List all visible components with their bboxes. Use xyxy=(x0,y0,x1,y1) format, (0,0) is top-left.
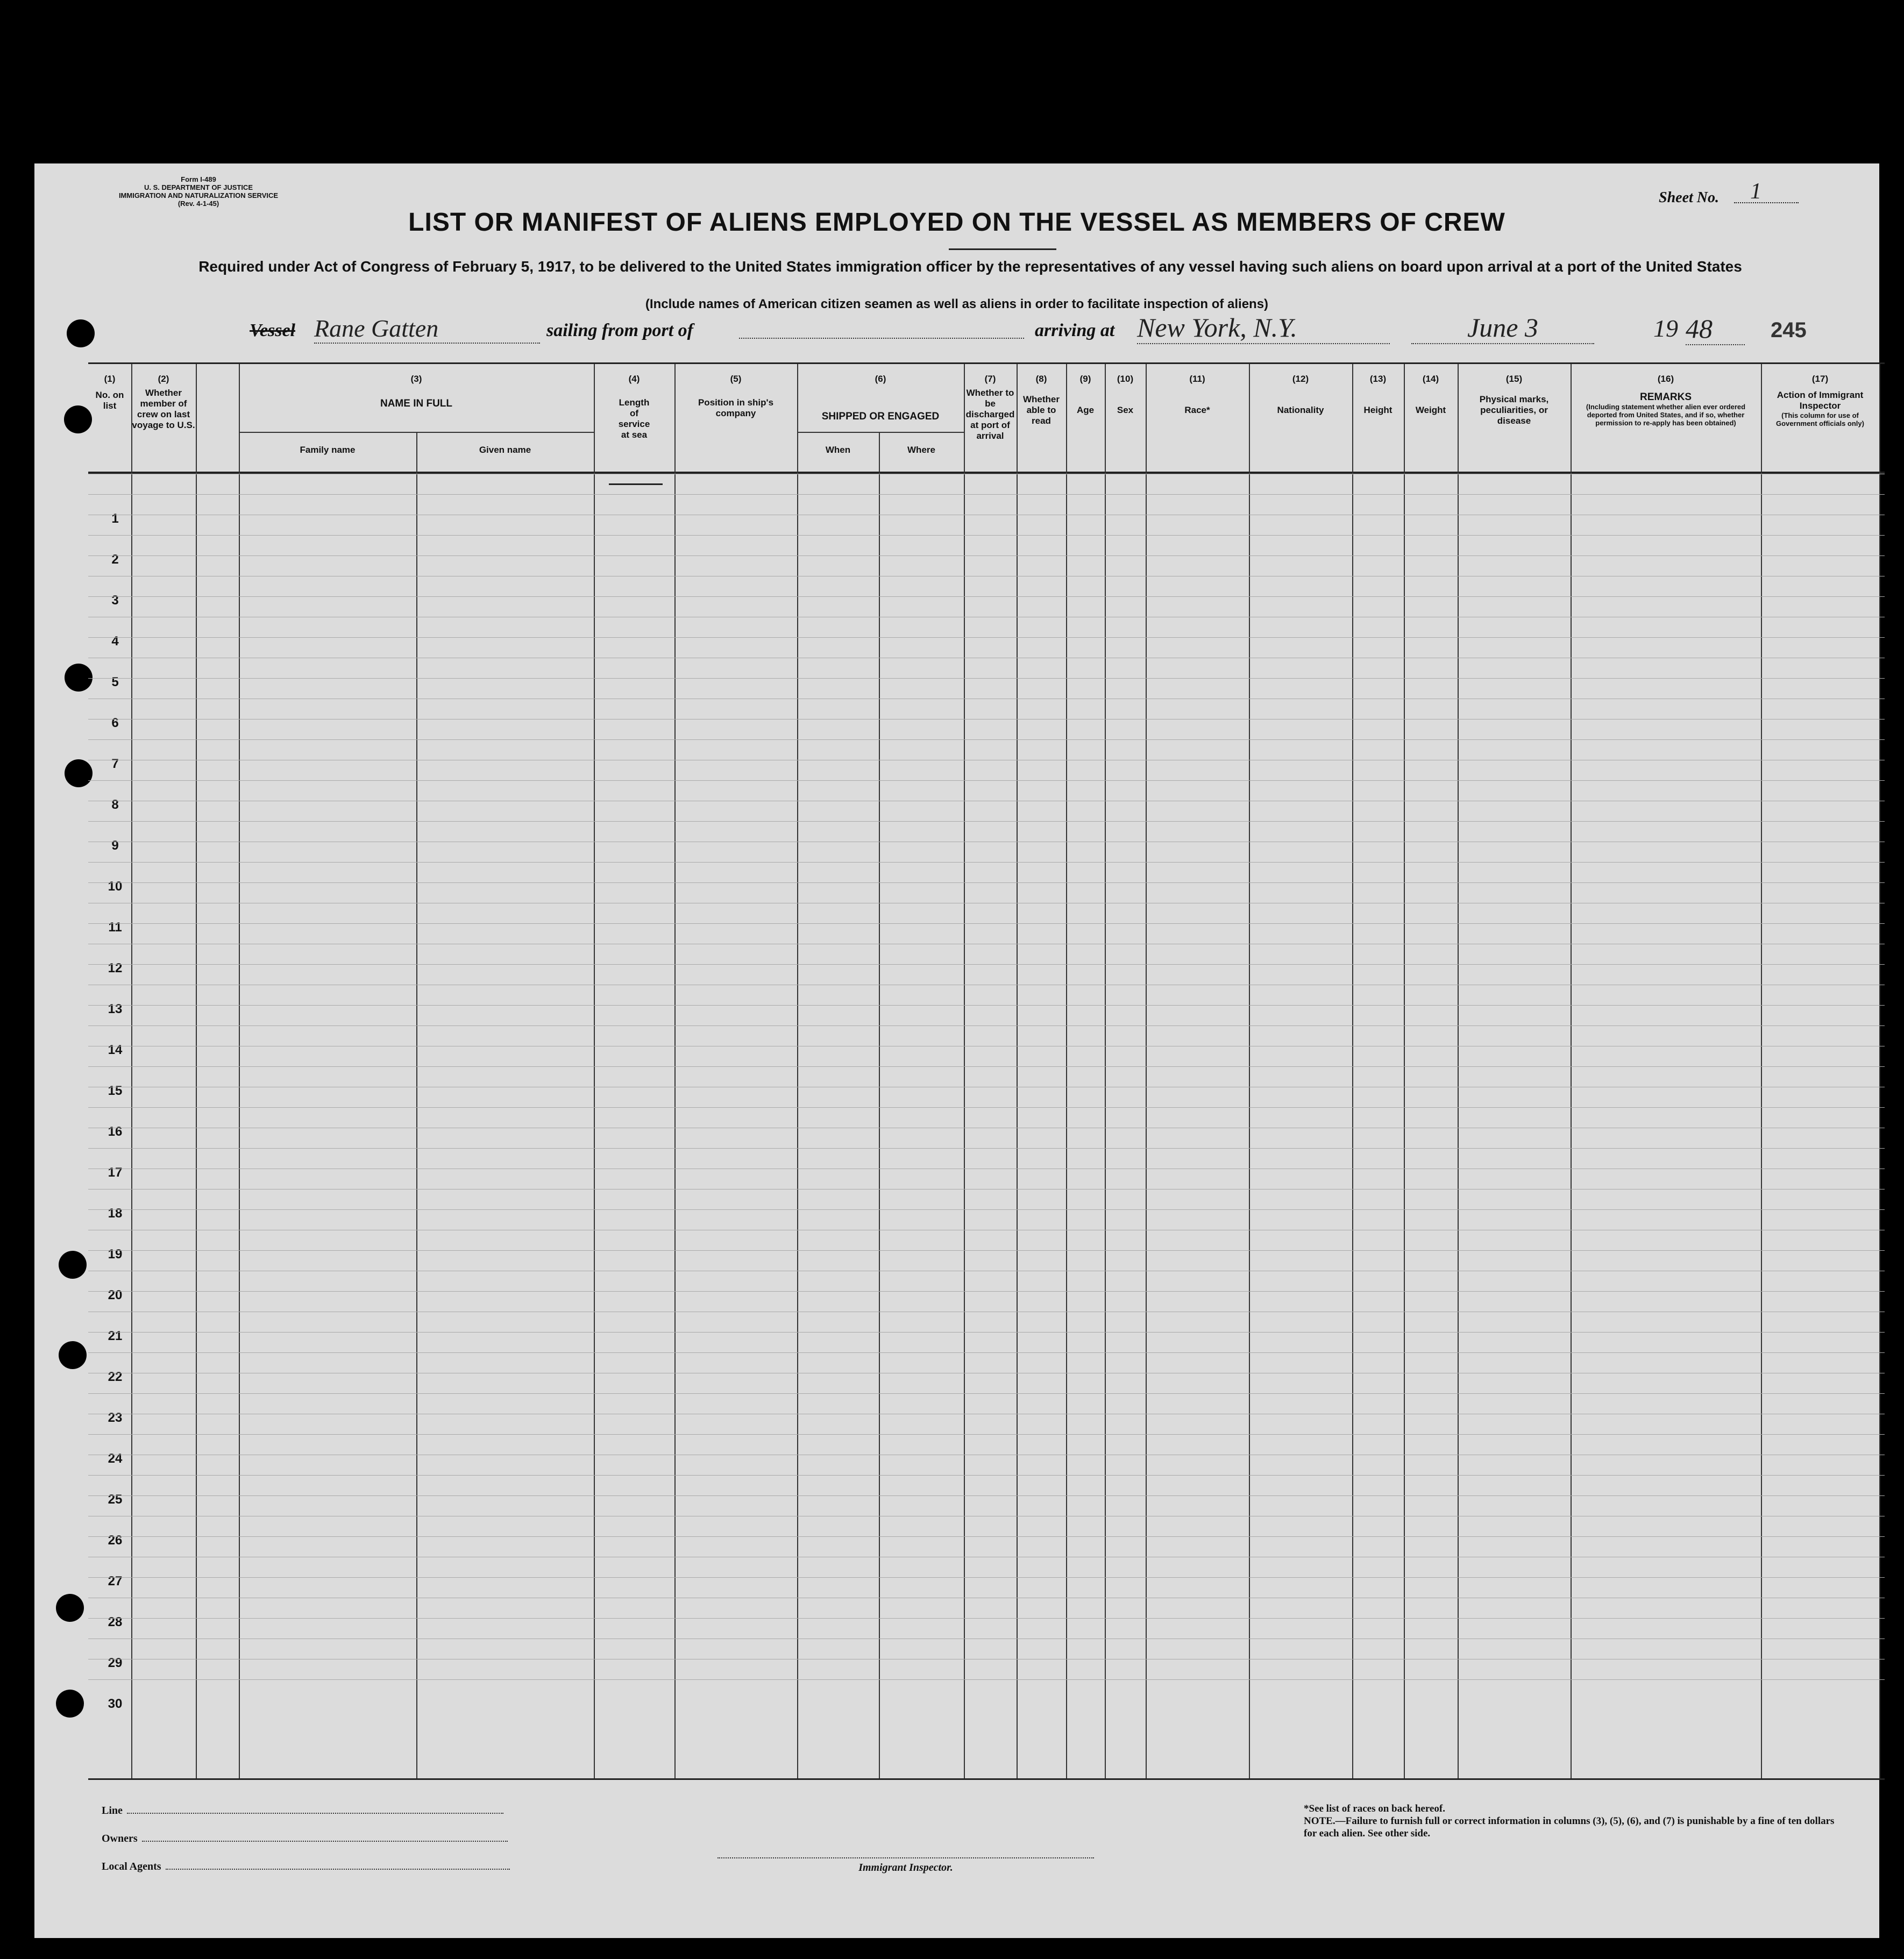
col-4-header: (4) Length of service at sea xyxy=(618,374,650,440)
row-rule xyxy=(88,1209,1885,1210)
col-2-header: (2) Whether member of crew on last voyage to U.S. xyxy=(132,374,195,430)
punch-hole xyxy=(56,1690,84,1718)
row-number: 27 xyxy=(108,1574,123,1588)
col-12-header: (12) Nationality xyxy=(1277,374,1324,415)
sheet-number-line xyxy=(1734,202,1799,203)
given-name-header: Given name xyxy=(479,445,531,455)
row-rule xyxy=(88,1536,1885,1537)
row-rule xyxy=(88,964,1885,965)
penalty-note: NOTE.—Failure to furnish full or correct information in columns (3), (5), (6), and (7) is punishable by a fine of ten dollars for each alien. See other side. xyxy=(1304,1815,1835,1839)
row-number: 29 xyxy=(108,1656,123,1670)
year-field: 48 xyxy=(1686,313,1745,345)
row-rule xyxy=(88,739,1885,740)
row-number: 25 xyxy=(108,1492,123,1507)
col-1-header: (1) No. on list xyxy=(95,374,124,411)
col-14-header: (14) Weight xyxy=(1415,374,1446,415)
row-rule xyxy=(88,1025,1885,1026)
row-rule xyxy=(88,1148,1885,1149)
row-rule xyxy=(88,1679,1885,1680)
form-identifier xyxy=(96,175,301,208)
voyage-line xyxy=(212,314,1825,346)
page-stamp-number: 245 xyxy=(1771,318,1807,342)
col-5-header: (5) Position in ship's company xyxy=(698,374,774,418)
title-underline xyxy=(949,248,1056,250)
punch-hole xyxy=(67,319,95,347)
local-agents-field: Local Agents xyxy=(102,1861,510,1873)
row-number: 28 xyxy=(108,1615,123,1629)
row-rule xyxy=(88,1475,1885,1476)
requirement-text: Required under Act of Congress of February 5, 1917, to be delivered to the United States immigration officer by the representatives of any vessel having such aliens on board upon arrival at a port of the United States xyxy=(198,258,1742,275)
row-number: 14 xyxy=(108,1043,123,1057)
footer-notes xyxy=(1304,1803,1842,1840)
arriving-port-field: New York, N.Y. xyxy=(1137,312,1390,344)
row-rule xyxy=(88,1393,1885,1394)
when-header: When xyxy=(825,445,851,455)
col-11-header: (11) Race* xyxy=(1184,374,1210,415)
row-number: 22 xyxy=(108,1370,123,1384)
row-rule xyxy=(88,596,1885,597)
year-prefix: 19 xyxy=(1653,315,1678,342)
family-name-header: Family name xyxy=(300,445,356,455)
row-rule xyxy=(88,780,1885,781)
race-note: *See list of races on back hereof. xyxy=(1304,1803,1445,1814)
col-6-header: (6) SHIPPED OR ENGAGED xyxy=(821,374,940,422)
row-number: 11 xyxy=(108,920,122,935)
form-number: Form I-489 xyxy=(181,175,216,183)
where-header: Where xyxy=(907,445,935,455)
row-rule xyxy=(88,719,1885,720)
row-number: 5 xyxy=(111,675,119,689)
row-rule xyxy=(88,1495,1885,1496)
row-number: 20 xyxy=(108,1288,123,1302)
col-17-header: (17) Action of Immigrant Inspector (This column for use of Government officials only) xyxy=(1776,374,1864,428)
vessel-name-field: Rane Gatten xyxy=(314,314,540,344)
shipped-subheader-rule xyxy=(797,432,964,433)
column-divider xyxy=(416,432,417,1778)
row-number: 1 xyxy=(111,511,119,526)
sheet-label: Sheet No. xyxy=(1659,189,1719,206)
row-number: 16 xyxy=(108,1124,123,1139)
row-rule xyxy=(88,923,1885,924)
row-rule xyxy=(88,535,1885,536)
row-rule xyxy=(88,555,1885,556)
crew-manifest-table xyxy=(88,362,1885,1780)
department-name: U. S. DEPARTMENT OF JUSTICE xyxy=(144,183,253,191)
row-number: 6 xyxy=(111,716,119,730)
row-number: 10 xyxy=(108,879,123,894)
row-number: 18 xyxy=(108,1206,123,1221)
arrival-date-field: June 3 xyxy=(1411,312,1594,344)
col-8-header: (8) Whether able to read xyxy=(1023,374,1060,426)
line-field: Line xyxy=(102,1805,503,1817)
row-rule xyxy=(88,678,1885,679)
row-number: 12 xyxy=(108,961,123,975)
col-15-header: (15) Physical marks, peculiarities, or disease xyxy=(1479,374,1549,426)
sheet-number: 1 xyxy=(1750,179,1761,204)
row-rule xyxy=(88,1250,1885,1251)
row-rule xyxy=(88,1352,1885,1353)
col-7-header: (7) Whether to be discharged at port of arrival xyxy=(965,374,1015,441)
row-rule xyxy=(88,882,1885,883)
row-rule xyxy=(88,821,1885,822)
row-number: 17 xyxy=(108,1165,123,1180)
manifest-page xyxy=(34,163,1879,1938)
include-note: (Include names of American citizen seamen as well as aliens in order to facilitate inspection of aliens) xyxy=(645,297,1269,311)
row-rule xyxy=(88,1332,1885,1333)
row-number: 7 xyxy=(111,757,119,771)
row-number: 21 xyxy=(108,1329,123,1343)
immigrant-inspector-signature: Immigrant Inspector. xyxy=(717,1857,1094,1874)
arriving-label: arriving at xyxy=(1035,320,1115,340)
row-number: 9 xyxy=(111,838,119,853)
col-13-header: (13) Height xyxy=(1363,374,1393,415)
col-10-header: (10) Sex xyxy=(1117,374,1134,415)
owners-field: Owners xyxy=(102,1833,508,1845)
row-rule xyxy=(88,494,1885,495)
col-16-header: (16) REMARKS (Including statement whether alien ever ordered deported from United States, and if so, whether permission to re-apply has been obtained) xyxy=(1586,374,1746,427)
page-title: LIST OR MANIFEST OF ALIENS EMPLOYED ON THE VESSEL AS MEMBERS OF CREW xyxy=(408,208,1505,237)
row-rule xyxy=(88,1434,1885,1435)
handwritten-dash xyxy=(609,483,663,485)
row-rule xyxy=(88,1066,1885,1067)
service-name: IMMIGRATION AND NATURALIZATION SERVICE xyxy=(118,191,279,200)
row-rule xyxy=(88,1107,1885,1108)
col-3-header: (3) NAME IN FULL xyxy=(380,374,453,409)
row-rule xyxy=(88,1291,1885,1292)
sailing-label: sailing from port of xyxy=(546,320,693,340)
punch-hole xyxy=(59,1341,87,1369)
row-number: 15 xyxy=(108,1084,123,1098)
row-number: 13 xyxy=(108,1002,123,1016)
row-number: 4 xyxy=(111,634,119,649)
row-rule xyxy=(88,1577,1885,1578)
row-number: 19 xyxy=(108,1247,123,1262)
col-9-header: (9) Age xyxy=(1076,374,1095,415)
column-divider xyxy=(879,432,880,1778)
row-number: 2 xyxy=(111,552,119,567)
punch-hole xyxy=(59,1251,87,1279)
row-number: 26 xyxy=(108,1533,123,1548)
punch-hole xyxy=(56,1594,84,1622)
row-rule xyxy=(88,637,1885,638)
row-rule xyxy=(88,1005,1885,1006)
row-number: 3 xyxy=(111,593,119,608)
sailing-port-field xyxy=(739,314,1024,339)
row-number: 8 xyxy=(111,797,119,812)
row-number: 30 xyxy=(108,1697,123,1711)
revision-date: (Rev. 4-1-45) xyxy=(177,200,219,208)
vessel-label: Vessel xyxy=(250,320,295,340)
row-number: 23 xyxy=(108,1411,123,1425)
row-number: 24 xyxy=(108,1451,123,1466)
row-rule xyxy=(88,862,1885,863)
row-rule xyxy=(88,1618,1885,1619)
